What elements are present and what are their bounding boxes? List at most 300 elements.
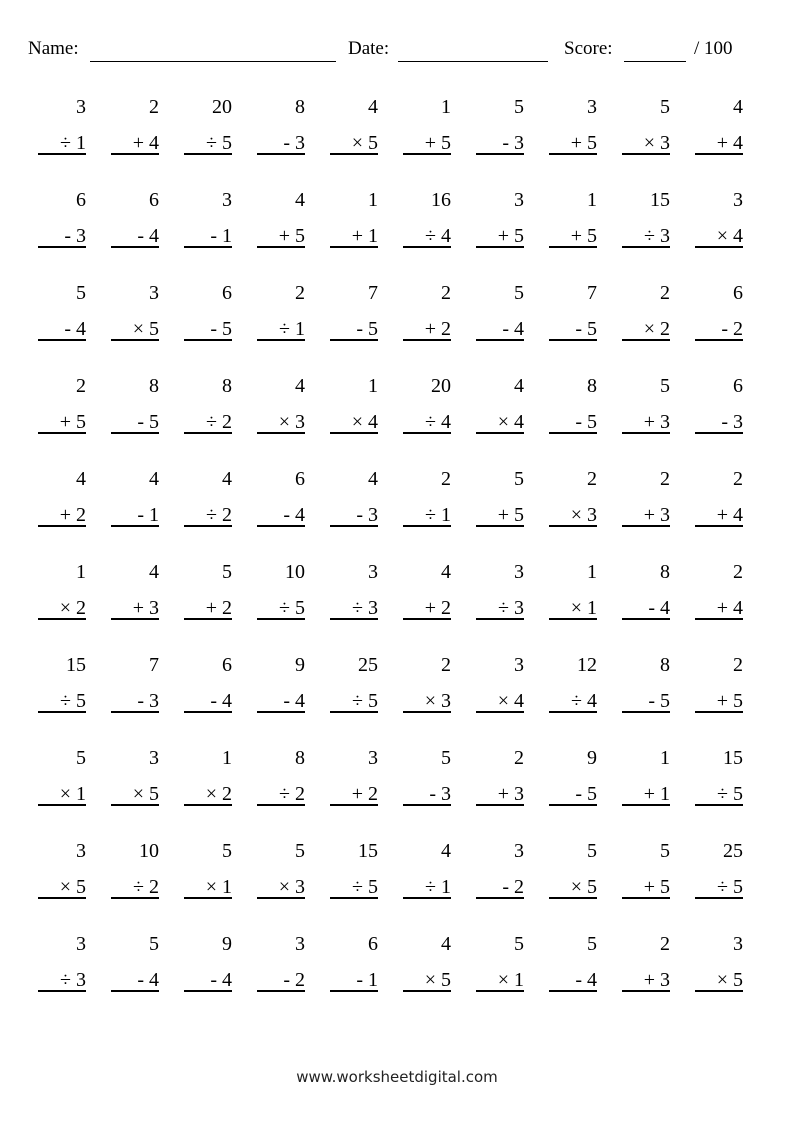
problem-cell — [476, 374, 524, 434]
first-operand: 4 — [222, 468, 232, 490]
problem-cell — [257, 95, 305, 155]
operator-and-second-operand: ÷ 2 — [111, 875, 159, 899]
problem-cell — [330, 932, 378, 992]
website-footer: www.worksheetdigital.com — [296, 1068, 498, 1086]
first-operand: 5 — [514, 96, 524, 118]
problem-cell — [184, 839, 232, 899]
first-operand: 9 — [222, 933, 232, 955]
problem-cell — [184, 188, 232, 248]
first-operand: 10 — [285, 561, 305, 583]
first-operand: 4 — [295, 375, 305, 397]
operator-and-second-operand: × 5 — [111, 317, 159, 341]
operator-and-second-operand: + 5 — [549, 224, 597, 248]
problem-cell — [403, 746, 451, 806]
problem-cell — [403, 560, 451, 620]
problem-cell — [111, 560, 159, 620]
operator-and-second-operand: ÷ 2 — [184, 410, 232, 434]
problem-cell — [184, 95, 232, 155]
first-operand: 3 — [149, 747, 159, 769]
problem-cell — [184, 560, 232, 620]
problem-cell — [476, 653, 524, 713]
first-operand: 3 — [76, 840, 86, 862]
operator-and-second-operand: + 4 — [695, 596, 743, 620]
first-operand: 10 — [139, 840, 159, 862]
first-operand: 2 — [441, 654, 451, 676]
first-operand: 6 — [76, 189, 86, 211]
first-operand: 4 — [441, 561, 451, 583]
problem-cell — [38, 467, 86, 527]
first-operand: 1 — [660, 747, 670, 769]
problem-cell — [403, 653, 451, 713]
operator-and-second-operand: + 2 — [330, 782, 378, 806]
problem-cell — [549, 467, 597, 527]
problem-cell — [403, 839, 451, 899]
problem-cell — [476, 281, 524, 341]
operator-and-second-operand: + 2 — [184, 596, 232, 620]
operator-and-second-operand: + 5 — [476, 224, 524, 248]
operator-and-second-operand: ÷ 5 — [330, 689, 378, 713]
operator-and-second-operand: + 4 — [695, 131, 743, 155]
problem-cell — [38, 560, 86, 620]
problem-cell — [184, 932, 232, 992]
operator-and-second-operand: + 5 — [257, 224, 305, 248]
operator-and-second-operand: ÷ 4 — [549, 689, 597, 713]
operator-and-second-operand: × 3 — [403, 689, 451, 713]
first-operand: 5 — [587, 933, 597, 955]
problem-cell — [257, 932, 305, 992]
operator-and-second-operand: - 4 — [184, 689, 232, 713]
problem-cell — [549, 653, 597, 713]
problem-cell — [38, 932, 86, 992]
operator-and-second-operand: + 5 — [549, 131, 597, 155]
problem-cell — [476, 95, 524, 155]
operator-and-second-operand: - 3 — [403, 782, 451, 806]
problem-cell — [38, 374, 86, 434]
operator-and-second-operand: + 5 — [622, 875, 670, 899]
problem-cell — [622, 560, 670, 620]
problem-cell — [111, 746, 159, 806]
problem-cell — [695, 95, 743, 155]
first-operand: 4 — [149, 468, 159, 490]
first-operand: 6 — [295, 468, 305, 490]
problem-cell — [403, 281, 451, 341]
operator-and-second-operand: + 1 — [622, 782, 670, 806]
problem-cell — [476, 188, 524, 248]
first-operand: 3 — [368, 561, 378, 583]
problem-cell — [549, 932, 597, 992]
problem-cell — [330, 188, 378, 248]
operator-and-second-operand: - 4 — [111, 224, 159, 248]
first-operand: 3 — [587, 96, 597, 118]
problem-cell — [330, 281, 378, 341]
problem-cell — [184, 467, 232, 527]
operator-and-second-operand: - 4 — [257, 689, 305, 713]
first-operand: 1 — [368, 375, 378, 397]
operator-and-second-operand: × 3 — [622, 131, 670, 155]
operator-and-second-operand: - 2 — [257, 968, 305, 992]
first-operand: 5 — [149, 933, 159, 955]
first-operand: 4 — [368, 96, 378, 118]
problem-cell — [257, 467, 305, 527]
first-operand: 5 — [514, 933, 524, 955]
problem-cell — [549, 281, 597, 341]
operator-and-second-operand: ÷ 1 — [403, 875, 451, 899]
operator-and-second-operand: - 2 — [476, 875, 524, 899]
first-operand: 5 — [660, 375, 670, 397]
problem-cell — [38, 188, 86, 248]
problem-cell — [549, 95, 597, 155]
operator-and-second-operand: + 3 — [622, 410, 670, 434]
first-operand: 3 — [733, 933, 743, 955]
first-operand: 2 — [441, 468, 451, 490]
operator-and-second-operand: - 3 — [257, 131, 305, 155]
problem-cell — [111, 281, 159, 341]
first-operand: 3 — [222, 189, 232, 211]
operator-and-second-operand: + 3 — [622, 968, 670, 992]
problem-cell — [184, 374, 232, 434]
operator-and-second-operand: - 4 — [476, 317, 524, 341]
first-operand: 3 — [514, 840, 524, 862]
operator-and-second-operand: - 4 — [257, 503, 305, 527]
operator-and-second-operand: + 5 — [403, 131, 451, 155]
operator-and-second-operand: × 3 — [549, 503, 597, 527]
first-operand: 6 — [368, 933, 378, 955]
problem-cell — [38, 653, 86, 713]
operator-and-second-operand: × 5 — [330, 131, 378, 155]
problem-cell — [257, 188, 305, 248]
problem-cell — [622, 281, 670, 341]
problem-cell — [695, 560, 743, 620]
problem-cell — [403, 374, 451, 434]
first-operand: 9 — [587, 747, 597, 769]
operator-and-second-operand: - 1 — [184, 224, 232, 248]
first-operand: 2 — [587, 468, 597, 490]
problem-cell — [184, 746, 232, 806]
problem-cell — [622, 467, 670, 527]
first-operand: 8 — [660, 654, 670, 676]
operator-and-second-operand: ÷ 1 — [257, 317, 305, 341]
first-operand: 8 — [587, 375, 597, 397]
operator-and-second-operand: × 5 — [111, 782, 159, 806]
score-label: Score: — [564, 38, 613, 59]
first-operand: 8 — [660, 561, 670, 583]
first-operand: 4 — [295, 189, 305, 211]
problem-cell — [622, 95, 670, 155]
problem-cell — [111, 467, 159, 527]
operator-and-second-operand: - 3 — [330, 503, 378, 527]
operator-and-second-operand: × 4 — [695, 224, 743, 248]
operator-and-second-operand: × 2 — [622, 317, 670, 341]
first-operand: 8 — [222, 375, 232, 397]
operator-and-second-operand: - 4 — [622, 596, 670, 620]
first-operand: 25 — [358, 654, 378, 676]
problem-cell — [476, 467, 524, 527]
problem-cell — [695, 653, 743, 713]
operator-and-second-operand: - 1 — [111, 503, 159, 527]
problem-cell — [330, 653, 378, 713]
problem-cell — [695, 467, 743, 527]
operator-and-second-operand: + 1 — [330, 224, 378, 248]
operator-and-second-operand: ÷ 3 — [38, 968, 86, 992]
problem-cell — [257, 746, 305, 806]
first-operand: 3 — [514, 189, 524, 211]
operator-and-second-operand: × 1 — [476, 968, 524, 992]
problem-cell — [330, 95, 378, 155]
operator-and-second-operand: - 5 — [622, 689, 670, 713]
problem-cell — [330, 467, 378, 527]
problem-cell — [403, 188, 451, 248]
operator-and-second-operand: ÷ 2 — [257, 782, 305, 806]
problem-cell — [549, 560, 597, 620]
first-operand: 6 — [222, 654, 232, 676]
first-operand: 8 — [149, 375, 159, 397]
operator-and-second-operand: ÷ 5 — [330, 875, 378, 899]
operator-and-second-operand: + 2 — [403, 317, 451, 341]
first-operand: 2 — [733, 561, 743, 583]
first-operand: 15 — [723, 747, 743, 769]
first-operand: 5 — [514, 282, 524, 304]
problem-cell — [549, 374, 597, 434]
operator-and-second-operand: - 5 — [184, 317, 232, 341]
operator-and-second-operand: - 3 — [111, 689, 159, 713]
first-operand: 1 — [76, 561, 86, 583]
operator-and-second-operand: - 4 — [111, 968, 159, 992]
problem-cell — [111, 839, 159, 899]
problem-cell — [257, 560, 305, 620]
first-operand: 3 — [733, 189, 743, 211]
first-operand: 6 — [149, 189, 159, 211]
problem-cell — [38, 839, 86, 899]
operator-and-second-operand: - 2 — [695, 317, 743, 341]
first-operand: 3 — [76, 96, 86, 118]
operator-and-second-operand: ÷ 5 — [184, 131, 232, 155]
first-operand: 2 — [295, 282, 305, 304]
first-operand: 2 — [733, 468, 743, 490]
operator-and-second-operand: + 5 — [38, 410, 86, 434]
first-operand: 7 — [149, 654, 159, 676]
operator-and-second-operand: ÷ 5 — [38, 689, 86, 713]
first-operand: 2 — [149, 96, 159, 118]
operator-and-second-operand: - 4 — [184, 968, 232, 992]
operator-and-second-operand: + 5 — [476, 503, 524, 527]
problem-cell — [111, 374, 159, 434]
first-operand: 7 — [587, 282, 597, 304]
operator-and-second-operand: × 5 — [38, 875, 86, 899]
operator-and-second-operand: × 5 — [549, 875, 597, 899]
operator-and-second-operand: × 4 — [330, 410, 378, 434]
first-operand: 1 — [587, 189, 597, 211]
problem-cell — [38, 281, 86, 341]
problem-cell — [257, 653, 305, 713]
operator-and-second-operand: × 3 — [257, 410, 305, 434]
first-operand: 2 — [514, 747, 524, 769]
problem-cell — [622, 839, 670, 899]
operator-and-second-operand: × 2 — [38, 596, 86, 620]
operator-and-second-operand: + 3 — [476, 782, 524, 806]
first-operand: 2 — [660, 933, 670, 955]
first-operand: 3 — [514, 654, 524, 676]
problem-cell — [622, 932, 670, 992]
first-operand: 3 — [76, 933, 86, 955]
first-operand: 3 — [295, 933, 305, 955]
first-operand: 16 — [431, 189, 451, 211]
problem-cell — [695, 374, 743, 434]
operator-and-second-operand: + 3 — [622, 503, 670, 527]
first-operand: 4 — [441, 840, 451, 862]
first-operand: 4 — [149, 561, 159, 583]
problem-cell — [111, 653, 159, 713]
first-operand: 5 — [660, 96, 670, 118]
operator-and-second-operand: × 2 — [184, 782, 232, 806]
first-operand: 2 — [660, 282, 670, 304]
operator-and-second-operand: ÷ 1 — [403, 503, 451, 527]
operator-and-second-operand: ÷ 2 — [184, 503, 232, 527]
operator-and-second-operand: + 5 — [695, 689, 743, 713]
operator-and-second-operand: × 5 — [403, 968, 451, 992]
operator-and-second-operand: - 5 — [330, 317, 378, 341]
operator-and-second-operand: + 2 — [403, 596, 451, 620]
first-operand: 2 — [660, 468, 670, 490]
operator-and-second-operand: ÷ 4 — [403, 224, 451, 248]
operator-and-second-operand: × 4 — [476, 410, 524, 434]
first-operand: 5 — [514, 468, 524, 490]
first-operand: 8 — [295, 747, 305, 769]
first-operand: 8 — [295, 96, 305, 118]
first-operand: 1 — [222, 747, 232, 769]
problem-cell — [111, 188, 159, 248]
problem-cell — [184, 653, 232, 713]
problem-cell — [476, 560, 524, 620]
first-operand: 4 — [76, 468, 86, 490]
name-label: Name: — [28, 38, 79, 59]
operator-and-second-operand: ÷ 3 — [330, 596, 378, 620]
problem-cell — [330, 746, 378, 806]
first-operand: 5 — [76, 747, 86, 769]
problem-cell — [476, 746, 524, 806]
operator-and-second-operand: × 4 — [476, 689, 524, 713]
problem-cell — [38, 746, 86, 806]
problem-cell — [403, 467, 451, 527]
first-operand: 20 — [431, 375, 451, 397]
first-operand: 5 — [222, 840, 232, 862]
problem-cell — [403, 95, 451, 155]
operator-and-second-operand: ÷ 1 — [38, 131, 86, 155]
first-operand: 1 — [368, 189, 378, 211]
problem-cell — [695, 839, 743, 899]
operator-and-second-operand: ÷ 5 — [695, 875, 743, 899]
first-operand: 5 — [295, 840, 305, 862]
first-operand: 6 — [733, 375, 743, 397]
operator-and-second-operand: ÷ 4 — [403, 410, 451, 434]
first-operand: 2 — [733, 654, 743, 676]
problem-cell — [549, 746, 597, 806]
first-operand: 4 — [733, 96, 743, 118]
problem-cell — [695, 188, 743, 248]
first-operand: 6 — [733, 282, 743, 304]
operator-and-second-operand: - 4 — [38, 317, 86, 341]
first-operand: 15 — [66, 654, 86, 676]
first-operand: 1 — [441, 96, 451, 118]
operator-and-second-operand: - 1 — [330, 968, 378, 992]
problem-cell — [622, 374, 670, 434]
first-operand: 20 — [212, 96, 232, 118]
first-operand: 1 — [587, 561, 597, 583]
date-label: Date: — [348, 38, 390, 59]
problem-cell — [184, 281, 232, 341]
first-operand: 2 — [76, 375, 86, 397]
first-operand: 3 — [514, 561, 524, 583]
first-operand: 5 — [222, 561, 232, 583]
problem-cell — [622, 653, 670, 713]
operator-and-second-operand: × 5 — [695, 968, 743, 992]
problem-cell — [257, 839, 305, 899]
problem-cell — [257, 281, 305, 341]
operator-and-second-operand: - 3 — [476, 131, 524, 155]
first-operand: 4 — [514, 375, 524, 397]
operator-and-second-operand: - 5 — [111, 410, 159, 434]
problem-cell — [330, 374, 378, 434]
problem-cell — [622, 188, 670, 248]
problem-cell — [330, 839, 378, 899]
operator-and-second-operand: + 3 — [111, 596, 159, 620]
problem-cell — [257, 374, 305, 434]
first-operand: 2 — [441, 282, 451, 304]
operator-and-second-operand: × 3 — [257, 875, 305, 899]
operator-and-second-operand: - 5 — [549, 782, 597, 806]
problem-cell — [111, 932, 159, 992]
problem-cell — [622, 746, 670, 806]
problem-cell — [695, 746, 743, 806]
problem-cell — [476, 839, 524, 899]
first-operand: 3 — [368, 747, 378, 769]
operator-and-second-operand: + 2 — [38, 503, 86, 527]
operator-and-second-operand: ÷ 3 — [476, 596, 524, 620]
operator-and-second-operand: - 5 — [549, 317, 597, 341]
first-operand: 15 — [358, 840, 378, 862]
first-operand: 9 — [295, 654, 305, 676]
operator-and-second-operand: - 3 — [695, 410, 743, 434]
operator-and-second-operand: - 4 — [549, 968, 597, 992]
score-total: / 100 — [694, 38, 733, 59]
first-operand: 5 — [76, 282, 86, 304]
first-operand: 4 — [368, 468, 378, 490]
problem-cell — [549, 188, 597, 248]
first-operand: 5 — [587, 840, 597, 862]
operator-and-second-operand: × 1 — [184, 875, 232, 899]
operator-and-second-operand: × 1 — [549, 596, 597, 620]
operator-and-second-operand: + 4 — [695, 503, 743, 527]
operator-and-second-operand: - 5 — [549, 410, 597, 434]
problem-cell — [330, 560, 378, 620]
operator-and-second-operand: ÷ 5 — [695, 782, 743, 806]
operator-and-second-operand: × 1 — [38, 782, 86, 806]
problem-cell — [695, 932, 743, 992]
first-operand: 6 — [222, 282, 232, 304]
operator-and-second-operand: ÷ 3 — [622, 224, 670, 248]
first-operand: 25 — [723, 840, 743, 862]
first-operand: 15 — [650, 189, 670, 211]
problem-cell — [111, 95, 159, 155]
first-operand: 5 — [660, 840, 670, 862]
first-operand: 7 — [368, 282, 378, 304]
problem-cell — [549, 839, 597, 899]
operator-and-second-operand: + 4 — [111, 131, 159, 155]
operator-and-second-operand: - 3 — [38, 224, 86, 248]
first-operand: 5 — [441, 747, 451, 769]
first-operand: 12 — [577, 654, 597, 676]
first-operand: 4 — [441, 933, 451, 955]
problem-cell — [38, 95, 86, 155]
